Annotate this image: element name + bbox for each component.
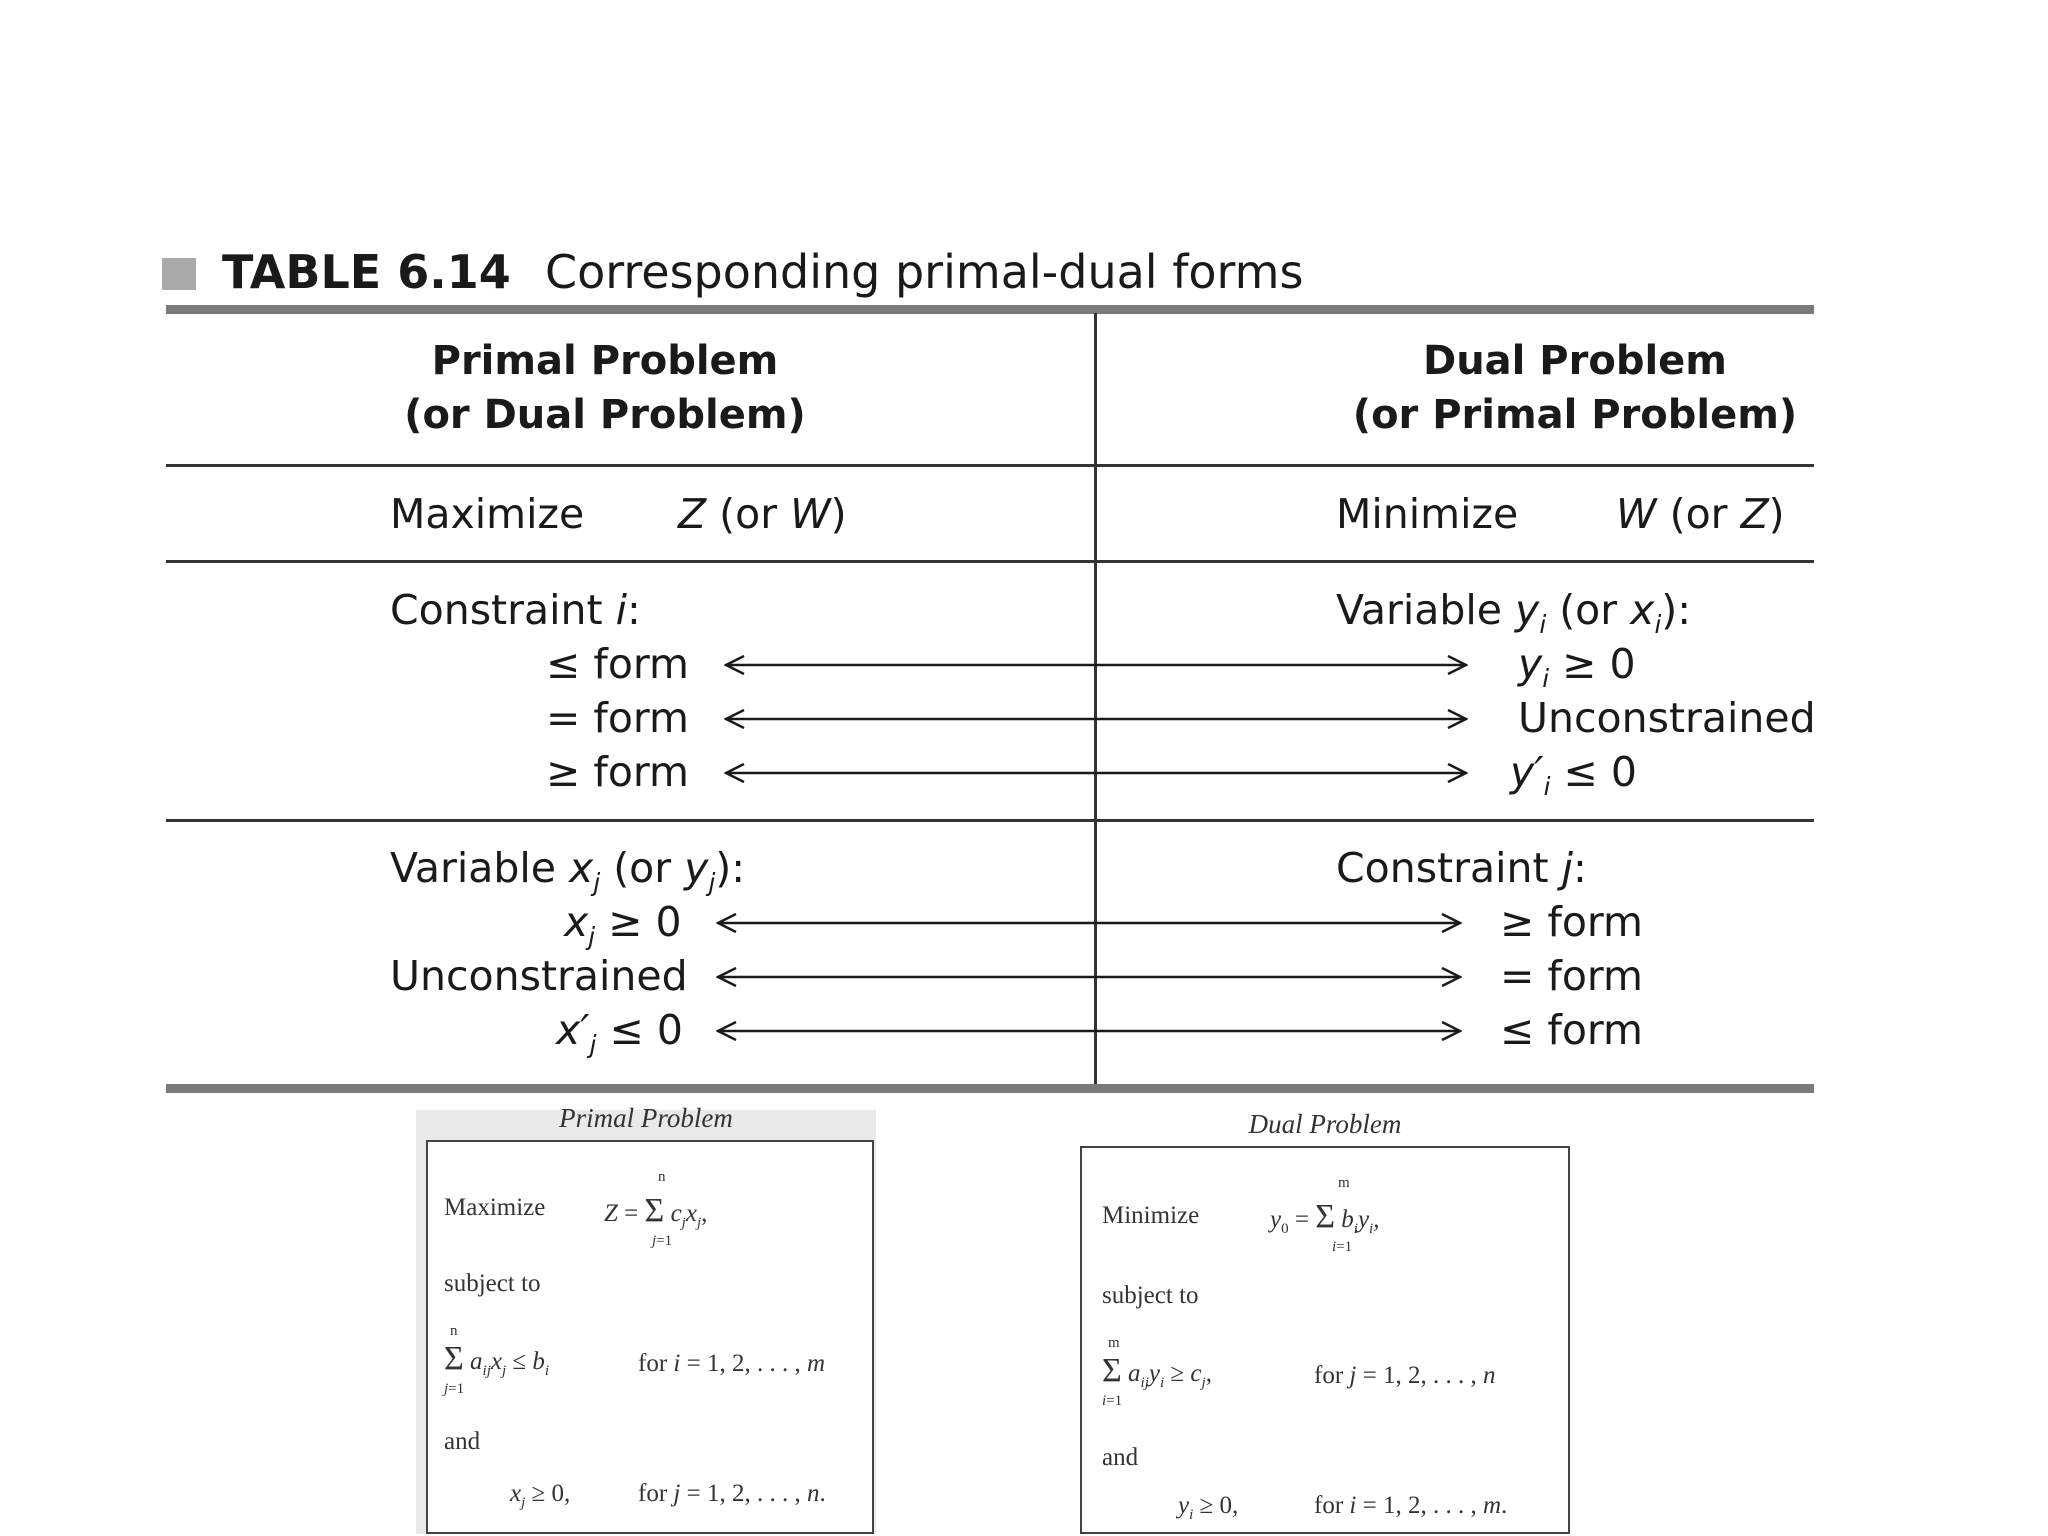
primal-constraint-range: for i = 1, 2, . . . , m — [638, 1350, 826, 1377]
dual-nonneg-range: for i = 1, 2, . . . , m. — [1314, 1492, 1508, 1519]
primal-caption: Primal Problem — [559, 1103, 733, 1133]
minimize-variable: W (or Z) — [1616, 490, 1785, 538]
dual-constraint-range: for j = 1, 2, . . . , n — [1314, 1362, 1496, 1389]
xj-unconstrained: Unconstrained — [390, 952, 688, 1000]
dual-caption: Dual Problem — [1248, 1109, 1402, 1139]
left-header-line2: (or Dual Problem) — [404, 392, 806, 438]
eq-form-left: = form — [546, 694, 689, 742]
maximize-variable: Z (or W) — [678, 490, 847, 538]
ge-form-left: ≥ form — [546, 748, 689, 796]
dual-problem-box: Minimize m $y_0 = \Sigma$ $b_iy_i$, i=1 subject to m Σ $a_{ij}y_i \ge c_j$, i=1 for j = 1, 2, . . . , n and $y_i \ge 0$, for i = 1, 2, . . . , m. — [1080, 1146, 1570, 1534]
right-header-line2: (or Primal Problem) — [1352, 392, 1798, 438]
constraint-i-title: Constraint i: — [390, 586, 641, 634]
yi-unconstrained: Unconstrained — [1518, 694, 1816, 742]
table-title: Corresponding primal-dual forms — [545, 245, 1304, 299]
le-form-right: ≤ form — [1500, 1006, 1643, 1054]
primal-and: and — [444, 1428, 481, 1455]
primal-maximize: Maximize — [444, 1194, 546, 1221]
dual-minimize: Minimize — [1102, 1202, 1200, 1229]
yi-nonneg: $y_i \ge 0$ — [1518, 640, 1636, 694]
primal-problem-box: Maximize n Z = Σ $c_jx_j$, j=1 subject to n Σ $a_{ij}x_j \le b_i$ j=1 for i = 1, 2, . . . , m and $x_j \ge 0$, for j = 1, 2, . . . , n. — [426, 1140, 874, 1534]
maximize-label: Maximize — [390, 490, 585, 538]
dual-nonneg: $y_i \ge 0$, — [1178, 1492, 1239, 1523]
right-header-line1: Dual Problem — [1423, 338, 1727, 384]
variable-xj-title: Variable $x_j$ (or $y_j$): — [390, 844, 746, 898]
left-header-line1: Primal Problem — [431, 338, 779, 384]
ge-form-right: ≥ form — [1500, 898, 1643, 946]
xj-nonpos: $x'_j \le 0$ — [556, 1006, 683, 1060]
variable-yi-title: Variable $y_i$ (or $x_i$): — [1336, 586, 1692, 640]
constraint-j-title: Constraint j: — [1336, 844, 1587, 892]
dual-and: and — [1102, 1444, 1139, 1471]
eq-form-right: = form — [1500, 952, 1643, 1000]
xj-nonneg: $x_j \ge 0$ — [564, 898, 682, 952]
primal-subject-to: subject to — [444, 1270, 541, 1297]
primal-nonneg: $x_j \ge 0$, — [510, 1480, 571, 1511]
dual-subject-to: subject to — [1102, 1282, 1199, 1309]
yi-nonpos: $y'_i \le 0$ — [1510, 748, 1637, 802]
le-form-left: ≤ form — [546, 640, 689, 688]
primal-nonneg-range: for j = 1, 2, . . . , n. — [638, 1480, 826, 1507]
table-number: TABLE 6.14 — [222, 245, 511, 299]
minimize-label: Minimize — [1336, 490, 1519, 538]
